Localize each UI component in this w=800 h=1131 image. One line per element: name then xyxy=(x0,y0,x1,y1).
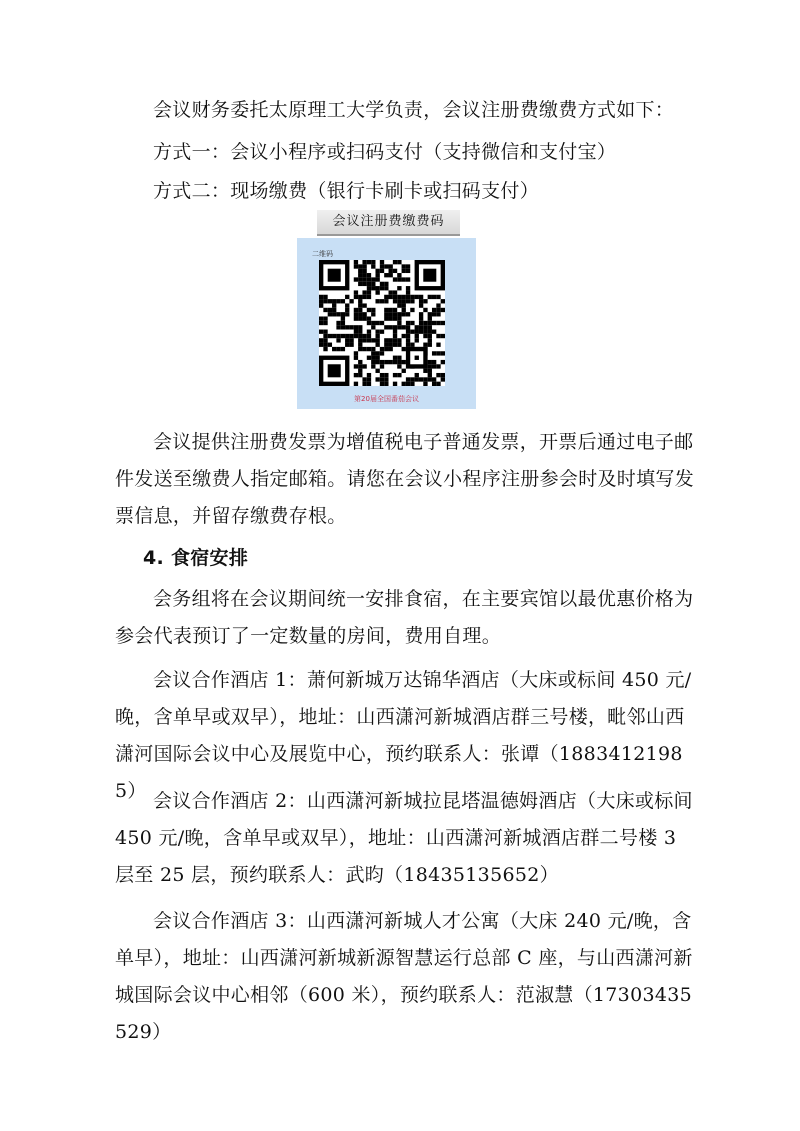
qr-caption: 第20届全国番茄会议 xyxy=(354,395,419,403)
section-4-heading: 4. 食宿安排 xyxy=(143,547,249,569)
hotel-1: 会议合作酒店 1：萧何新城万达锦华酒店（大床或标间 450 元/晚，含单早或双早），地址：山西潇河新城酒店群三号楼，毗邻山西潇河国际会议中心及展览中心，预约联系人：张谭（18834121985） xyxy=(115,669,692,802)
payment-method-2: 方式二：现场缴费（银行卡刷卡或扫码支付） xyxy=(153,180,540,202)
payment-method-1: 方式一：会议小程序或扫码支付（支持微信和支付宝） xyxy=(153,141,617,163)
invoice-paragraph: 会议提供注册费发票为增值税电子普通发票，开票后通过电子邮件发送至缴费人指定邮箱。请您在会议小程序注册参会时及时填写发票信息，并留存缴费存根。 xyxy=(115,431,695,527)
qr-code-icon[interactable] xyxy=(319,260,445,386)
hotel-3: 会议合作酒店 3：山西潇河新城人才公寓（大床 240 元/晚，含单早），地址：山西潇河新城新源智慧运行总部 C 座，与山西潇河新城国际会议中心相邻（600 米），预约联系人：范淑慧（17303435529） xyxy=(115,910,693,1043)
hotel-2: 会议合作酒店 2：山西潇河新城拉昆塔温德姆酒店（大床或标间 450 元/晚，含单早或双早），地址：山西潇河新城酒店群二号楼 3 层至 25 层，预约联系人：武昀（18435135652） xyxy=(115,790,693,886)
section-4-intro: 会务组将在会议期间统一安排食宿，在主要宾馆以最优惠价格为参会代表预订了一定数量的房间，费用自理。 xyxy=(115,588,694,647)
qr-code-panel xyxy=(297,238,476,409)
qr-label: 二维码 xyxy=(312,250,333,258)
payment-intro: 会议财务委托太原理工大学负责，会议注册费缴费方式如下： xyxy=(153,99,675,121)
qr-title: 会议注册费缴费码 xyxy=(317,210,460,236)
